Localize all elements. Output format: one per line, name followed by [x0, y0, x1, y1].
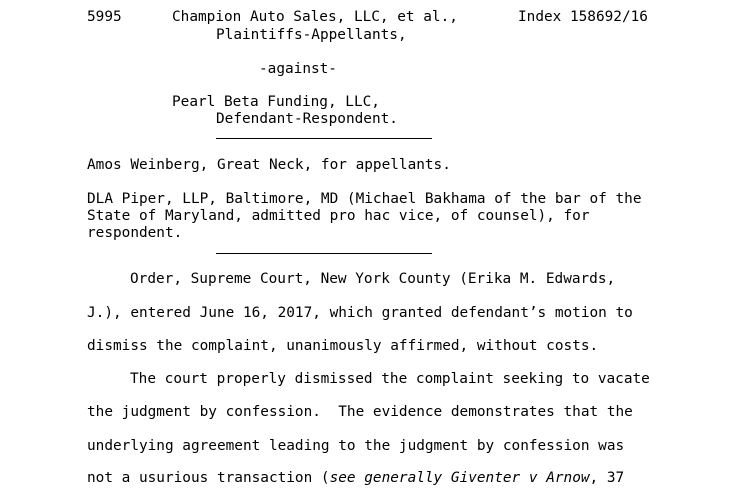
body-line: The court properly dismissed the complaint seeking to vacate: [130, 371, 650, 387]
respondent-counsel-line: respondent.: [87, 225, 183, 241]
citation-pre: not a usurious transaction (: [87, 470, 330, 486]
body-line: dismiss the complaint, unanimously affirmed, without costs.: [87, 338, 599, 354]
defendant-name: Pearl Beta Funding, LLC,: [172, 94, 380, 110]
case-number: 5995: [87, 9, 122, 25]
body-line: Order, Supreme Court, New York County (Erika M. Edwards,: [130, 271, 616, 287]
appellants-counsel: Amos Weinberg, Great Neck, for appellants.: [87, 157, 451, 173]
respondent-counsel-line: DLA Piper, LLP, Baltimore, MD (Michael Bakhama of the bar of the: [87, 191, 642, 207]
citation-signal: see generally: [329, 470, 443, 486]
body-line-citation: [87, 470, 624, 487]
plaintiffs-name: Champion Auto Sales, LLC, et al.,: [172, 9, 458, 25]
citation-post: , 37: [589, 470, 625, 486]
citation-case: Giventer v Arnow: [450, 470, 590, 486]
body-line: J.), entered June 16, 2017, which granted defendant’s motion to: [87, 305, 633, 321]
body-line: underlying agreement leading to the judgment by confession was: [87, 438, 625, 454]
against-label: -against-: [259, 61, 337, 77]
caption-divider: [216, 138, 432, 139]
defendant-role: Defendant-Respondent.: [216, 111, 398, 127]
counsel-divider: [216, 253, 432, 254]
body-line: the judgment by confession. The evidence demonstrates that the: [87, 404, 633, 420]
index-number: Index 158692/16: [518, 9, 648, 25]
plaintiffs-role: Plaintiffs-Appellants,: [216, 27, 407, 43]
respondent-counsel-line: State of Maryland, admitted pro hac vice, of counsel), for: [87, 208, 590, 224]
